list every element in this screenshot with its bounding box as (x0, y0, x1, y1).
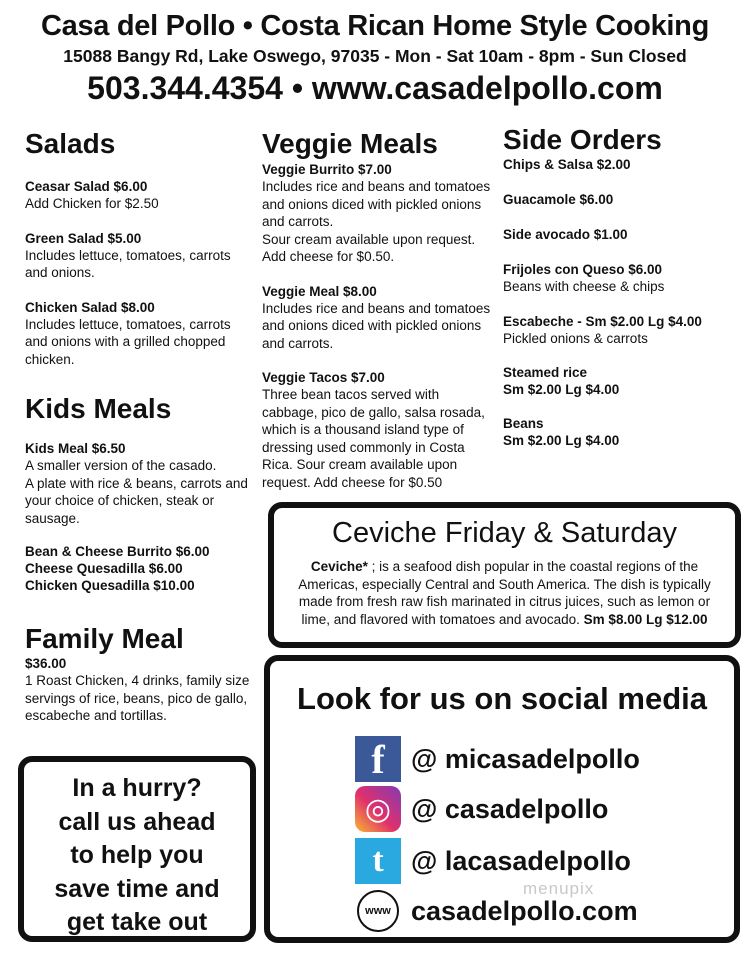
social-row-website[interactable] (355, 888, 640, 934)
item-desc: Includes lettuce, tomatoes, carrots and onions. (25, 247, 231, 280)
item-name: Veggie Burrito $7.00 (262, 162, 392, 177)
item-name: Cheese Quesadilla $6.00 (25, 561, 183, 576)
address-hours: 15088 Bangy Rd, Lake Oswego, 97035 - Mon - Sat 10am - 8pm - Sun Closed (63, 46, 687, 66)
item-desc: Pickled onions & carrots (503, 330, 648, 346)
facebook-icon: f (355, 736, 401, 782)
salads-section (25, 128, 255, 368)
sides-section (503, 124, 743, 449)
item-name: Frijoles con Queso $6.00 (503, 262, 663, 277)
item-name: Steamed rice (503, 365, 588, 380)
social-row-twitter[interactable] (355, 838, 640, 884)
item-desc: Includes rice and beans and tomatoes and onions diced with pickled onions and carrots. (262, 300, 491, 351)
item-name: Sm $2.00 Lg $4.00 (503, 433, 620, 448)
item-name: Kids Meal $6.50 (25, 441, 126, 456)
ceviche-text (292, 558, 717, 628)
hurry-line: call us ahead (58, 807, 216, 836)
kids-section (25, 393, 257, 594)
item-name: Green Salad $5.00 (25, 230, 142, 246)
kids-title: Kids Meals (25, 393, 172, 424)
item-desc: Includes lettuce, tomatoes, carrots and onions with a grilled chopped chicken. (25, 316, 231, 367)
item-name: Beans (503, 416, 544, 431)
item-desc: Add Chicken for $2.50 (25, 196, 159, 211)
item-name: Sm $2.00 Lg $4.00 (503, 382, 620, 397)
social-box (264, 655, 740, 943)
social-handle[interactable]: casadelpollo.com (411, 895, 638, 926)
sides-title: Side Orders (503, 124, 662, 155)
veggie-title: Veggie Meals (262, 128, 438, 159)
ceviche-box (268, 502, 741, 648)
twitter-icon: t (355, 838, 401, 884)
item-name: Veggie Tacos $7.00 (262, 370, 385, 385)
www-icon: www (357, 890, 399, 932)
instagram-icon: ◎ (355, 786, 401, 832)
watermark-text: menupix (523, 879, 595, 898)
ceviche-title: Ceviche Friday & Saturday (332, 517, 677, 549)
restaurant-title: Casa del Pollo • Costa Rican Home Style Cooking (40, 10, 710, 42)
item-desc: A plate with rice & beans, carrots and your choice of chicken, steak or sausage. (25, 475, 248, 526)
item-name: Guacamole $6.00 (503, 192, 614, 207)
hurry-box (18, 756, 256, 942)
social-row-instagram[interactable] (355, 786, 640, 832)
item-desc: A smaller version of the casado. (25, 458, 217, 473)
hurry-line: to help you (70, 841, 204, 869)
family-price: $36.00 (25, 656, 67, 671)
item-name: Chips & Salsa $2.00 (503, 157, 631, 172)
item-desc: Beans with cheese & chips (503, 279, 665, 294)
ceviche-prices: Sm $8.00 Lg $12.00 (583, 611, 708, 627)
item-name: Ceasar Salad $6.00 (25, 179, 148, 194)
ceviche-term: Ceviche* (310, 559, 368, 574)
social-title: Look for us on social media (297, 681, 707, 716)
item-name: Veggie Meal $8.00 (262, 283, 377, 299)
hurry-line: In a hurry? (72, 774, 202, 802)
item-name: Bean & Cheese Burrito $6.00 (25, 544, 210, 559)
item-name: Chicken Quesadilla $10.00 (25, 578, 195, 593)
social-handle[interactable]: @ lacasadelpollo (411, 845, 631, 876)
hurry-line: get take out (66, 908, 208, 936)
item-desc: Three bean tacos served with cabbage, pico de gallo, salsa rosada, which is a thousand island type of dressing used commonly in Costa Rica. Sour cream available upon request. Add cheese for $0.50 (262, 387, 485, 490)
social-row-facebook[interactable] (355, 736, 640, 782)
family-section (25, 623, 257, 725)
item-desc: Includes rice and beans and tomatoes and onions diced with pickled onions and carrots. (262, 179, 491, 229)
phone-website[interactable]: 503.344.4354 • www.casadelpollo.com (87, 70, 663, 106)
social-handle[interactable]: @ micasadelpollo (411, 743, 640, 774)
item-name: Side avocado $1.00 (503, 227, 628, 242)
social-handle[interactable]: @ casadelpollo (411, 793, 609, 824)
item-desc: Sour cream available upon request. Add cheese for $0.50. (262, 231, 476, 264)
hurry-line: save time and (54, 874, 220, 903)
item-name: Chicken Salad $8.00 (25, 299, 155, 315)
family-title: Family Meal (25, 623, 184, 654)
veggie-section (262, 128, 494, 491)
salads-title: Salads (25, 128, 116, 159)
item-name: Escabeche - Sm $2.00 Lg $4.00 (503, 313, 702, 329)
family-desc: 1 Roast Chicken, 4 drinks, family size servings of rice, beans, pico de gallo, escabeche and tortillas. (25, 673, 250, 723)
ceviche-desc: ; is a seafood dish popular in the coastal regions of the Americas, especially Central and South America. The dish is typically made from fresh raw fish marinated in citrus juices, such as lemon or lime, and flavored with tomatoes and avocado. (298, 559, 711, 627)
